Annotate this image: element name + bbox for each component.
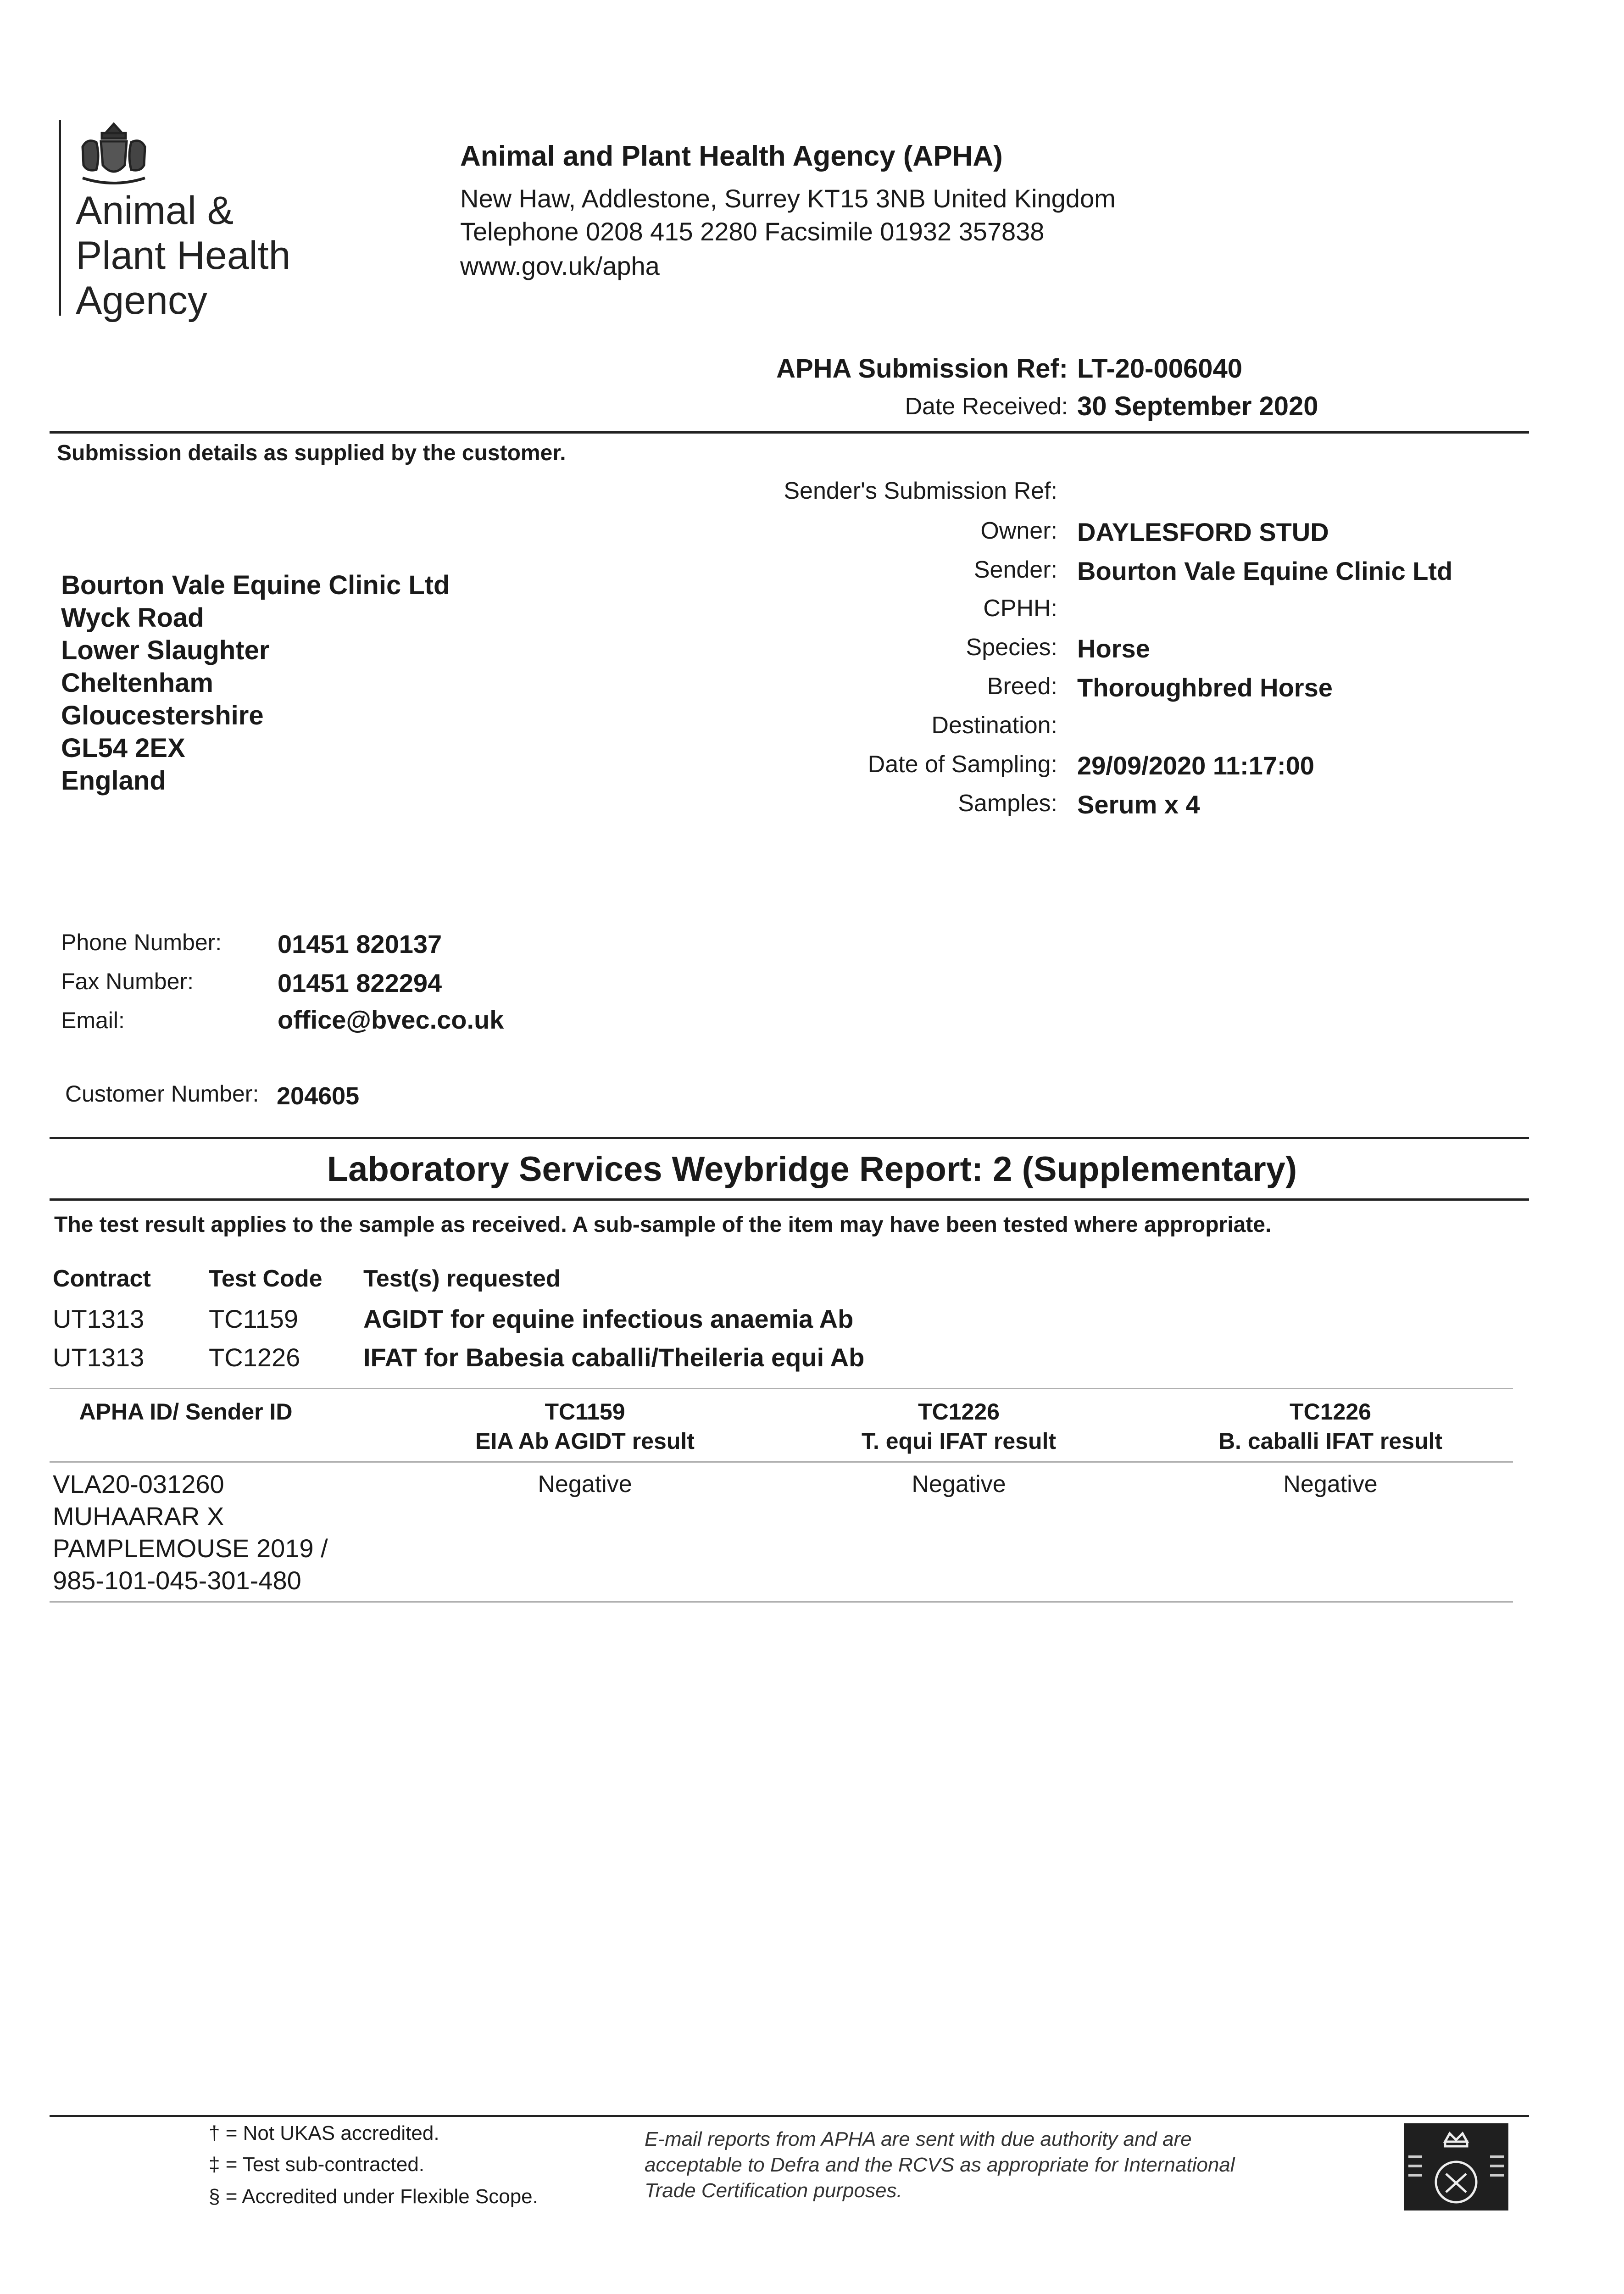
address-line: Wyck Road [61, 603, 204, 633]
sample-id-line: 985-101-045-301-480 [53, 1566, 301, 1595]
logo-divider [59, 120, 61, 316]
sample-id [53, 1468, 328, 1597]
test-code-header: Test Code [209, 1265, 323, 1292]
detail-label: Species: [966, 634, 1057, 661]
email-label: Email: [61, 1008, 125, 1033]
agency-name: Animal and Plant Health Agency (APHA) [460, 140, 1003, 172]
email-note-line: E-mail reports from APHA are sent with due authority and are [645, 2128, 1192, 2150]
result-test-code: TC1159 [545, 1399, 625, 1425]
address-line: Bourton Vale Equine Clinic Ltd [61, 570, 450, 600]
agency-logo-text [76, 188, 291, 323]
detail-label: CPHH: [983, 595, 1057, 622]
tests-requested-header: Test(s) requested [363, 1265, 561, 1292]
logo-line: Plant Health [76, 234, 291, 278]
detail-label: Sender: [973, 557, 1057, 583]
detail-value: DAYLESFORD STUD [1077, 518, 1329, 546]
address-line: England [61, 766, 166, 796]
result-test-code: TC1226 [918, 1399, 1000, 1425]
id-column-header: APHA ID/ Sender ID [79, 1399, 293, 1425]
header-rule [50, 431, 1529, 434]
email-report-note [645, 2127, 1235, 2204]
table-rule [50, 1601, 1513, 1603]
detail-label: Breed: [987, 673, 1057, 700]
submission-ref-value: LT-20-006040 [1077, 354, 1243, 384]
contract-header: Contract [53, 1265, 151, 1292]
logo-line: Agency [76, 278, 207, 323]
sample-id-line: MUHAARAR X [53, 1502, 224, 1531]
result-value: Negative [912, 1471, 1006, 1498]
phone-label: Phone Number: [61, 930, 222, 955]
detail-label: Samples: [958, 790, 1057, 817]
phone-value: 01451 820137 [278, 930, 442, 958]
result-column-header [821, 1397, 1096, 1456]
result-value: Negative [1283, 1471, 1378, 1498]
test-code: TC1159 [209, 1304, 299, 1333]
detail-value: Horse [1077, 634, 1150, 663]
detail-value: Thoroughbred Horse [1077, 673, 1333, 702]
section-rule [50, 1137, 1529, 1139]
fax-label: Fax Number: [61, 969, 194, 994]
fax-value: 01451 822294 [278, 969, 442, 997]
test-name: IFAT for Babesia caballi/Theileria equi Ab [363, 1343, 865, 1372]
customer-address [61, 569, 450, 797]
address-line: GL54 2EX [61, 733, 185, 763]
customer-note: Submission details as supplied by the customer. [57, 441, 566, 465]
result-column-header [447, 1397, 723, 1456]
legend-not-ukas: † = Not UKAS accredited. [209, 2122, 439, 2144]
date-received-value: 30 September 2020 [1077, 391, 1318, 421]
email-value[interactable]: office@bvec.co.uk [278, 1005, 504, 1034]
sample-id-line: VLA20-031260 [53, 1470, 224, 1498]
logo-line: Animal & [76, 189, 234, 233]
table-rule [50, 1388, 1513, 1389]
section-rule [50, 1198, 1529, 1201]
detail-value: 29/09/2020 11:17:00 [1077, 751, 1314, 780]
legend-sub-contracted: ‡ = Test sub-contracted. [209, 2153, 425, 2176]
address-line: Cheltenham [61, 668, 213, 698]
agency-website[interactable]: www.gov.uk/apha [460, 251, 660, 280]
result-test-name: T. equi IFAT result [861, 1428, 1057, 1454]
detail-label: Destination: [931, 712, 1057, 739]
result-column-header [1179, 1397, 1482, 1456]
test-name: AGIDT for equine infectious anaemia Ab [363, 1304, 854, 1333]
detail-label: Date of Sampling: [868, 751, 1057, 778]
table-rule [50, 1461, 1513, 1463]
email-note-line: acceptable to Defra and the RCVS as appropriate for International [645, 2154, 1235, 2176]
sample-id-line: PAMPLEMOUSE 2019 / [53, 1534, 328, 1563]
customer-number-value: 204605 [277, 1082, 360, 1110]
ukas-accreditation-mark-icon [1404, 2123, 1508, 2210]
test-code: TC1226 [209, 1343, 300, 1372]
address-line: Lower Slaughter [61, 635, 270, 665]
address-line: Gloucestershire [61, 701, 264, 730]
report-title: Laboratory Services Weybridge Report: 2 (Supplementary) [327, 1150, 1297, 1189]
result-value: Negative [538, 1471, 632, 1498]
agency-address: New Haw, Addlestone, Surrey KT15 3NB United Kingdom [460, 184, 1116, 213]
detail-label: Owner: [980, 518, 1057, 544]
test-contract: UT1313 [53, 1304, 145, 1333]
detail-value: Serum x 4 [1077, 790, 1200, 819]
test-contract: UT1313 [53, 1343, 145, 1372]
email-note-line: Trade Certification purposes. [645, 2179, 902, 2202]
detail-value: Bourton Vale Equine Clinic Ltd [1077, 557, 1453, 585]
submission-ref-label: APHA Submission Ref: [776, 354, 1068, 384]
report-note: The test result applies to the sample as received. A sub-sample of the item may have been tested where appropriate. [54, 1213, 1272, 1237]
footer-rule [50, 2115, 1529, 2117]
customer-number-label: Customer Number: [65, 1081, 259, 1107]
agency-phone-fax: Telephone 0208 415 2280 Facsimile 01932 357838 [460, 217, 1045, 246]
legend-flexible-scope: § = Accredited under Flexible Scope. [209, 2185, 538, 2208]
result-test-name: EIA Ab AGIDT result [475, 1428, 695, 1454]
royal-coat-of-arms-icon [73, 119, 154, 188]
date-received-label: Date Received: [905, 393, 1068, 420]
result-test-name: B. caballi IFAT result [1218, 1428, 1443, 1454]
detail-label: Sender's Submission Ref: [784, 478, 1057, 504]
result-test-code: TC1226 [1290, 1399, 1371, 1425]
